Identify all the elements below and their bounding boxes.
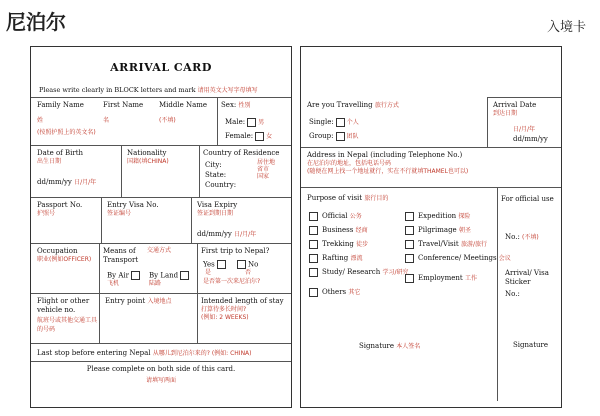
yes-cn: 是 [205, 268, 212, 276]
page-title-left: 尼泊尔 [6, 10, 66, 34]
trekking-label: Trekking [322, 240, 354, 248]
expedition-checkbox[interactable] [405, 212, 414, 221]
by-air-option[interactable] [107, 271, 142, 280]
expedition-label: Expedition [418, 212, 457, 220]
yes-checkbox[interactable] [217, 260, 226, 269]
no-option[interactable] [235, 260, 258, 269]
purpose-others[interactable] [309, 287, 360, 297]
arrival-date-cn: 到达日期 [493, 109, 518, 117]
female-checkbox[interactable] [255, 132, 264, 141]
instruction-en: Please write clearly in BLOCK letters and mark [39, 86, 196, 94]
official-label: Official [322, 212, 348, 220]
instruction [39, 85, 258, 94]
instruction-cn: 请用英文大写字母填写 [197, 87, 258, 94]
arrival-card-back [300, 46, 562, 408]
flight-label: Flight or other vehicle no. [37, 297, 90, 314]
business-label: Business [322, 226, 354, 234]
trekking-cn: 徒步 [356, 241, 369, 248]
arrival-date-format: dd/mm/yy [513, 134, 548, 143]
employment-checkbox[interactable] [405, 274, 414, 283]
single-checkbox[interactable] [336, 118, 345, 127]
female-cn: 女 [266, 133, 273, 140]
by-land-checkbox[interactable] [180, 271, 189, 280]
yes-label: Yes [203, 260, 215, 268]
sex-field [221, 101, 291, 111]
first-trip-label: First trip to Nepal? [201, 247, 270, 255]
purpose-rafting[interactable] [309, 253, 363, 263]
others-label: Others [322, 288, 347, 296]
travel-visit-cn: 旅游/旅行 [460, 241, 487, 248]
occupation-label: Occupation [37, 247, 78, 255]
visa-expiry-field[interactable] [197, 201, 291, 240]
group-label: Group: [309, 132, 334, 140]
official-signature: Signature [513, 341, 549, 349]
purpose-pilgrimage[interactable] [405, 225, 471, 235]
signature-label: Signature [359, 342, 395, 350]
occupation-field[interactable] [37, 247, 99, 264]
family-name-field[interactable] [37, 101, 97, 125]
group-option[interactable] [309, 131, 359, 141]
official-no-cn: (不填) [522, 234, 539, 241]
travel-visit-label: Travel/Visit [418, 240, 459, 248]
country-label: Country: [205, 180, 237, 189]
residence-cn: 居住地 [257, 158, 276, 166]
address-field[interactable] [307, 151, 557, 177]
visa-expiry-format-cn: 日/月/年 [234, 231, 257, 238]
first-trip-cn: 是否第一次来尼泊尔? [203, 277, 261, 285]
travel-cn: 旅行方式 [374, 102, 399, 109]
page-title-right: 入境卡 [546, 20, 586, 35]
rafting-cn: 漂流 [350, 255, 363, 262]
study-checkbox[interactable] [309, 268, 318, 277]
signature-field[interactable] [359, 341, 420, 350]
purpose-heading [307, 193, 388, 202]
purpose-employment[interactable] [405, 273, 477, 283]
nationality-label: Nationality [127, 149, 167, 157]
employment-cn: 工作 [464, 275, 477, 282]
employment-label: Employment [418, 274, 463, 282]
no-label: No [248, 260, 259, 268]
business-cn: 经商 [355, 227, 368, 234]
study-cn: 学习/研究 [382, 269, 409, 276]
visa-expiry-format: dd/mm/yy [197, 230, 232, 238]
male-checkbox[interactable] [247, 118, 256, 127]
business-checkbox[interactable] [309, 226, 318, 235]
arrival-card-front [30, 46, 292, 408]
official-no-label: No.: [505, 233, 520, 241]
occupation-cn: 职业(例如OFFICER) [37, 255, 92, 263]
visa-expiry-label: Visa Expiry [197, 201, 238, 209]
male-cn: 男 [258, 119, 265, 126]
purpose-business[interactable] [309, 225, 368, 235]
first-name-field[interactable] [103, 101, 159, 125]
middle-name-label: Middle Name [159, 101, 208, 109]
passport-no-cn: 护照号 [37, 209, 56, 217]
signature-cn: 本人签名 [396, 343, 421, 350]
others-cn: 其它 [348, 289, 361, 296]
pilgrimage-checkbox[interactable] [405, 226, 414, 235]
by-land-cn: 陆路 [149, 280, 162, 287]
passport-name-note: (按照护照上的英文名) [37, 129, 96, 136]
address-cn1: 在尼泊尔的地址，包括电话号码 [307, 159, 392, 167]
single-label: Single: [309, 118, 334, 126]
official-no-field [505, 233, 561, 243]
intended-stay-field[interactable] [201, 297, 291, 323]
rafting-label: Rafting [322, 254, 349, 262]
transport-label: Means of Transport [103, 247, 139, 264]
residence-cn3: 国家 [257, 172, 270, 180]
purpose-expedition[interactable] [405, 211, 470, 221]
residence-field[interactable] [203, 149, 291, 194]
single-cn: 个人 [346, 119, 359, 126]
travel-visit-checkbox[interactable] [405, 240, 414, 249]
female-option[interactable] [225, 131, 272, 141]
sex-cn: 性别 [238, 102, 251, 109]
by-air-label: By Air [107, 271, 129, 280]
purpose-conference[interactable] [405, 253, 511, 263]
arrival-date-field[interactable] [493, 101, 561, 143]
purpose-travel-visit[interactable] [405, 239, 487, 249]
by-land-label: By Land [149, 271, 179, 280]
male-option[interactable] [225, 117, 264, 127]
group-cn: 团队 [346, 133, 359, 140]
flight-field[interactable] [37, 297, 97, 334]
by-air-checkbox[interactable] [131, 271, 140, 280]
last-stop-cn: 从哪儿到尼泊尔来的? (例如: CHINA) [152, 350, 252, 357]
purpose-official[interactable] [309, 211, 362, 221]
purpose-study[interactable] [309, 267, 409, 277]
expedition-cn: 探险 [458, 213, 471, 220]
visa-no-label: Entry Visa No. [107, 201, 159, 209]
middle-name-field[interactable] [159, 101, 217, 125]
study-label: Study/ Research [322, 268, 381, 276]
nationality-field[interactable] [127, 149, 197, 166]
first-name-cn: 名 [103, 116, 110, 124]
purpose-label: Purpose of visit [307, 194, 363, 202]
intended-stay-label: Intended length of stay [201, 297, 284, 305]
others-checkbox[interactable] [309, 288, 318, 297]
visa-sticker-field [505, 269, 561, 299]
visa-expiry-cn: 签证到期日期 [197, 209, 234, 217]
visa-sticker-label: Arrival/ Visa Sticker [505, 269, 549, 286]
intended-stay-example: (例如: 2 WEEKS) [201, 314, 249, 321]
visa-sticker-no: No.: [505, 290, 520, 298]
pilgrimage-label: Pilgrimage [418, 226, 457, 234]
state-label: State: [205, 170, 227, 179]
arrival-date-label: Arrival Date [493, 101, 537, 109]
passport-no-label: Passport No. [37, 201, 83, 209]
by-air-cn: 飞机 [107, 280, 120, 287]
entry-point-cn: 入境地点 [147, 298, 172, 305]
single-option[interactable] [309, 117, 359, 127]
no-checkbox[interactable] [237, 260, 246, 269]
first-name-label: First Name [103, 101, 144, 109]
family-name-label: Family Name [37, 101, 84, 109]
yes-option[interactable] [203, 260, 228, 269]
residence-label: Country of Residence [203, 149, 280, 157]
card-title: ARRIVAL CARD [110, 61, 212, 74]
travel-field [307, 101, 487, 111]
address-label: Address in Nepal (including Telephone No.) [307, 151, 463, 159]
pilgrimage-cn: 朝圣 [458, 227, 471, 234]
complete-note: Please complete on both side of this card. [86, 365, 236, 373]
official-cn: 公务 [349, 213, 362, 220]
city-label: City: [205, 160, 222, 169]
male-label: Male: [225, 118, 246, 126]
trekking-checkbox[interactable] [309, 240, 318, 249]
family-name-cn: 姓 [37, 116, 44, 124]
conference-checkbox[interactable] [405, 254, 414, 263]
address-cn2: (随便在网上找一个地址就行，实在不行就填THAMEL也可以) [307, 168, 469, 175]
dob-label: Date of Birth [37, 149, 84, 157]
visa-no-cn: 签证编号 [107, 209, 132, 217]
sex-label: Sex: [221, 101, 237, 109]
travel-label: Are you Travelling [307, 101, 373, 109]
conference-cn: 会议 [498, 255, 511, 262]
last-stop-label: Last stop before entering Nepal [37, 349, 151, 357]
arrival-date-format-cn: 日/月/年 [513, 126, 536, 133]
flight-cn: 航班号或其他交通工具的号码 [37, 317, 98, 333]
residence-cn2: 省市 [257, 165, 270, 173]
group-checkbox[interactable] [336, 132, 345, 141]
nationality-cn: 国籍(填CHINA) [127, 157, 169, 165]
middle-name-cn: (不填) [159, 116, 176, 124]
entry-point-label: Entry point [105, 297, 146, 305]
first-trip-field [201, 247, 291, 286]
official-checkbox[interactable] [309, 212, 318, 221]
dob-format: dd/mm/yy [37, 178, 72, 186]
official-use-heading: For official use [501, 195, 554, 203]
last-stop-field[interactable] [37, 348, 252, 357]
entry-point-field[interactable] [105, 297, 197, 307]
visa-no-field[interactable] [107, 201, 189, 218]
female-label: Female: [225, 132, 254, 140]
complete-note-cn: 请填写两面 [145, 377, 176, 384]
intended-stay-cn: 打算待多长时间? [201, 305, 247, 313]
no-cn: 否 [245, 268, 252, 276]
rafting-checkbox[interactable] [309, 254, 318, 263]
conference-label: Conference/ Meetings [418, 254, 497, 262]
by-land-option[interactable] [149, 271, 191, 280]
dob-field[interactable] [37, 149, 119, 188]
transport-field [103, 247, 197, 291]
purpose-cn: 旅行目的 [364, 195, 389, 202]
passport-no-field[interactable] [37, 201, 99, 218]
transport-cn: 交通方式 [147, 247, 172, 254]
dob-format-cn: 日/月/年 [74, 179, 97, 186]
purpose-trekking[interactable] [309, 239, 368, 249]
dob-cn: 出生日期 [37, 157, 62, 165]
